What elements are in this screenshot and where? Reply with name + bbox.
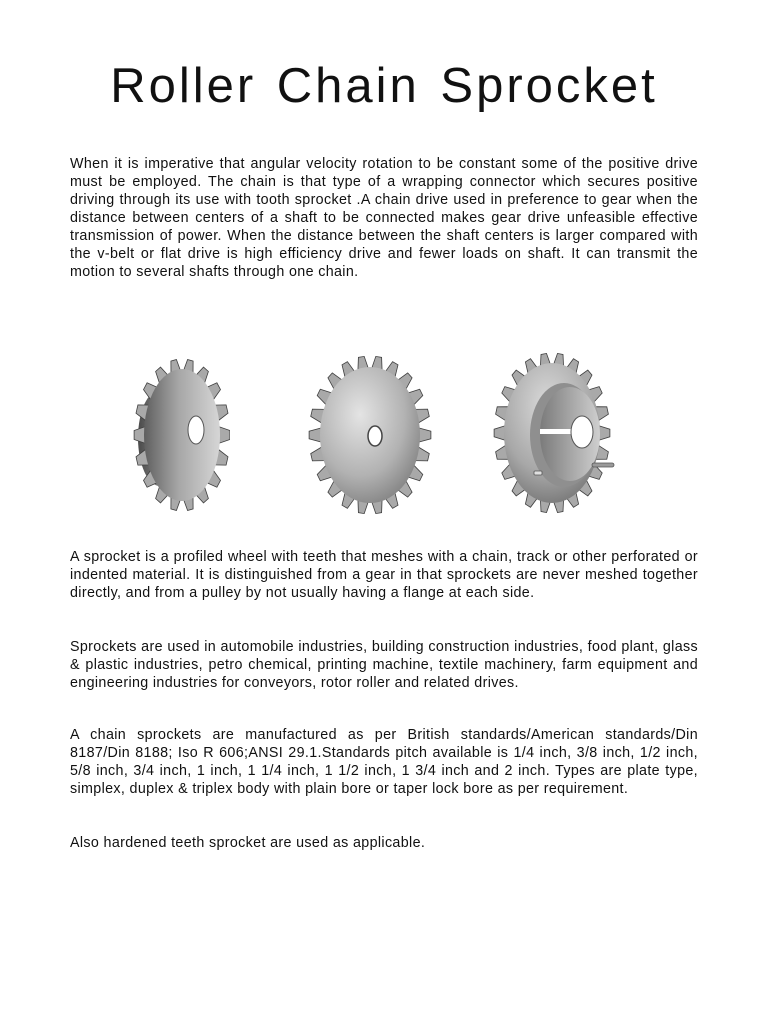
paragraph-hardened-teeth: Also hardened teeth sprocket are used as applicable. (70, 835, 426, 851)
plate-sprocket-image (305, 350, 435, 520)
paragraph-sprocket-definition: A sprocket is a profiled wheel with teeth that meshes with a chain, track or other perforated or indented material. It is distinguished from a gear in that sprockets are never meshed together directly, and from a pulley by not usually having a flange at each side. (70, 549, 698, 601)
paragraph-standards: A chain sprockets are manufactured as per British standards/American standards/Din 8187/Din 8188; Iso R 606;ANSI 29.1.Standards pitch available is 1/4 inch, 3/8 inch, 1/2 inch, 5/8 inch, 3/4 inch, 1 inch, 1 1/4 inch, 1 1/2 inch, 1 3/4 inch and 2 inch. Types are plate type, simplex, duplex & triplex body with plain bore or taper lock bore as per requirement. (70, 727, 698, 797)
sprocket-with-hub-image (120, 345, 230, 520)
paragraph-applications: Sprockets are used in automobile industries, building construction industries, food plant, glass & plastic industries, petro chemical, printing machine, textile machinery, farm equipment and engineering industries for conveyors, rotor roller and related drives. (70, 639, 698, 691)
taper-lock-sprocket-image (490, 345, 630, 520)
paragraph-chain-drive: When it is imperative that angular velocity rotation to be constant some of the positive drive must be employed. The chain is that type of a wrapping connector which secures positive driving through its use with tooth sprocket .A chain drive used in preference to gear when the distance between centers of a shaft to be connected makes gear drive unfeasible effective transmission of power. When the distance between the shaft centers is larger compared with the v-belt or flat drive is high efficiency drive and fewer loads on shaft. It can transmit the motion to several shafts through one chain. (70, 156, 698, 280)
sprocket-figures (120, 345, 640, 520)
page-title: Roller Chain Sprocket (110, 59, 658, 113)
